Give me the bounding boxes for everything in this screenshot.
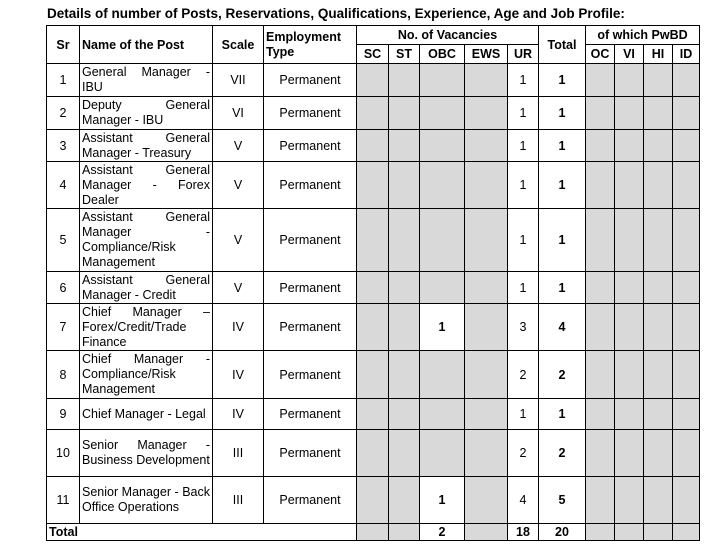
row-oc xyxy=(586,209,615,272)
row-scale: V xyxy=(213,162,264,209)
row-vi xyxy=(615,272,644,304)
row-post-name: Assistant General Manager - Forex Dealer xyxy=(80,162,213,209)
row-vi xyxy=(615,430,644,477)
row-oc xyxy=(586,97,615,130)
row-st xyxy=(389,304,420,351)
row-vi xyxy=(615,399,644,430)
row-ews xyxy=(465,64,508,97)
row-oc xyxy=(586,399,615,430)
row-total: 1 xyxy=(539,272,586,304)
row-ur: 3 xyxy=(508,304,539,351)
row-hi xyxy=(644,64,673,97)
row-hi xyxy=(644,399,673,430)
row-sc xyxy=(357,304,389,351)
row-obc: 1 xyxy=(420,477,465,524)
header-ur: UR xyxy=(508,45,539,64)
row-scale: III xyxy=(213,430,264,477)
row-st xyxy=(389,130,420,162)
row-sc xyxy=(357,64,389,97)
totals-ews xyxy=(465,524,508,541)
row-scale: III xyxy=(213,477,264,524)
row-ews xyxy=(465,272,508,304)
row-employment-type: Permanent xyxy=(264,304,357,351)
row-st xyxy=(389,351,420,399)
row-hi xyxy=(644,272,673,304)
row-sr: 10 xyxy=(47,430,80,477)
row-scale: V xyxy=(213,130,264,162)
header-scale: Scale xyxy=(213,26,264,64)
row-vi xyxy=(615,477,644,524)
row-ews xyxy=(465,162,508,209)
row-ews xyxy=(465,97,508,130)
row-oc xyxy=(586,130,615,162)
row-sr: 1 xyxy=(47,64,80,97)
row-st xyxy=(389,209,420,272)
table-row xyxy=(47,477,700,524)
row-employment-type: Permanent xyxy=(264,64,357,97)
row-hi xyxy=(644,209,673,272)
row-employment-type: Permanent xyxy=(264,162,357,209)
row-sc xyxy=(357,430,389,477)
row-sc xyxy=(357,272,389,304)
row-employment-type: Permanent xyxy=(264,351,357,399)
header-sr: Sr xyxy=(47,26,80,64)
row-ur: 1 xyxy=(508,64,539,97)
row-total: 2 xyxy=(539,351,586,399)
totals-total: 20 xyxy=(539,524,586,541)
row-hi xyxy=(644,162,673,209)
row-total: 1 xyxy=(539,162,586,209)
row-employment-type: Permanent xyxy=(264,477,357,524)
row-obc xyxy=(420,399,465,430)
row-post-name: Deputy General Manager - IBU xyxy=(80,97,213,130)
row-sc xyxy=(357,162,389,209)
row-oc xyxy=(586,477,615,524)
row-post-name: Assistant General Manager - Compliance/Risk Management xyxy=(80,209,213,272)
row-ews xyxy=(465,304,508,351)
table-row xyxy=(47,162,700,209)
row-employment-type: Permanent xyxy=(264,130,357,162)
table-row xyxy=(47,399,700,430)
row-obc xyxy=(420,209,465,272)
header-pwbd: of which PwBD xyxy=(586,26,700,45)
header-total: Total xyxy=(539,26,586,64)
row-sr: 6 xyxy=(47,272,80,304)
row-vi xyxy=(615,130,644,162)
row-ur: 2 xyxy=(508,430,539,477)
row-oc xyxy=(586,304,615,351)
row-st xyxy=(389,399,420,430)
row-ews xyxy=(465,351,508,399)
row-id xyxy=(673,130,700,162)
row-employment-type: Permanent xyxy=(264,399,357,430)
row-obc xyxy=(420,130,465,162)
totals-oc xyxy=(586,524,615,541)
row-id xyxy=(673,64,700,97)
row-hi xyxy=(644,304,673,351)
table-row xyxy=(47,351,700,399)
row-hi xyxy=(644,430,673,477)
row-ur: 1 xyxy=(508,209,539,272)
row-st xyxy=(389,272,420,304)
totals-row xyxy=(47,524,700,541)
header-obc: OBC xyxy=(420,45,465,64)
totals-hi xyxy=(644,524,673,541)
row-sc xyxy=(357,97,389,130)
row-ur: 2 xyxy=(508,351,539,399)
row-ur: 1 xyxy=(508,272,539,304)
totals-ur: 18 xyxy=(508,524,539,541)
row-sr: 3 xyxy=(47,130,80,162)
header-id: ID xyxy=(673,45,700,64)
row-hi xyxy=(644,130,673,162)
row-oc xyxy=(586,351,615,399)
row-ews xyxy=(465,430,508,477)
row-post-name: Senior Manager - Back Office Operations xyxy=(80,477,213,524)
header-name: Name of the Post xyxy=(80,26,213,64)
row-post-name: Chief Manager - Compliance/Risk Management xyxy=(80,351,213,399)
row-ur: 1 xyxy=(508,162,539,209)
row-vi xyxy=(615,64,644,97)
row-id xyxy=(673,399,700,430)
row-id xyxy=(673,272,700,304)
row-obc: 1 xyxy=(420,304,465,351)
row-ur: 1 xyxy=(508,130,539,162)
table-row xyxy=(47,97,700,130)
row-sc xyxy=(357,351,389,399)
row-employment-type: Permanent xyxy=(264,209,357,272)
row-sr: 7 xyxy=(47,304,80,351)
page-heading: Details of number of Posts, Reservations, Qualifications, Experience, Age and Job Profile: xyxy=(47,6,625,21)
row-oc xyxy=(586,272,615,304)
totals-sc xyxy=(357,524,389,541)
row-oc xyxy=(586,162,615,209)
row-employment-type: Permanent xyxy=(264,272,357,304)
row-ur: 1 xyxy=(508,97,539,130)
row-sr: 9 xyxy=(47,399,80,430)
row-st xyxy=(389,430,420,477)
row-obc xyxy=(420,64,465,97)
table-row xyxy=(47,304,700,351)
header-employment-type: Employment Type xyxy=(264,26,357,64)
row-sr: 8 xyxy=(47,351,80,399)
row-obc xyxy=(420,162,465,209)
row-ur: 4 xyxy=(508,477,539,524)
row-post-name: Assistant General Manager - Treasury xyxy=(80,130,213,162)
row-oc xyxy=(586,64,615,97)
row-vi xyxy=(615,304,644,351)
row-vi xyxy=(615,209,644,272)
row-st xyxy=(389,162,420,209)
row-ews xyxy=(465,477,508,524)
header-oc: OC xyxy=(586,45,615,64)
totals-st xyxy=(389,524,420,541)
header-hi: HI xyxy=(644,45,673,64)
table-row xyxy=(47,64,700,97)
row-post-name: Assistant General Manager - Credit xyxy=(80,272,213,304)
row-total: 5 xyxy=(539,477,586,524)
header-vi: VI xyxy=(615,45,644,64)
row-total: 1 xyxy=(539,97,586,130)
totals-label: Total xyxy=(47,524,357,541)
header-sc: SC xyxy=(357,45,389,64)
row-sr: 4 xyxy=(47,162,80,209)
row-obc xyxy=(420,272,465,304)
row-total: 1 xyxy=(539,64,586,97)
table-row xyxy=(47,130,700,162)
row-id xyxy=(673,162,700,209)
row-ews xyxy=(465,209,508,272)
row-post-name: Chief Manager - Legal xyxy=(80,399,213,430)
row-sc xyxy=(357,477,389,524)
header-st: ST xyxy=(389,45,420,64)
row-obc xyxy=(420,97,465,130)
row-vi xyxy=(615,351,644,399)
row-post-name: Senior Manager - Business Development xyxy=(80,430,213,477)
row-sc xyxy=(357,130,389,162)
row-hi xyxy=(644,477,673,524)
row-scale: VII xyxy=(213,64,264,97)
row-id xyxy=(673,351,700,399)
row-sc xyxy=(357,209,389,272)
row-sr: 5 xyxy=(47,209,80,272)
row-total: 1 xyxy=(539,130,586,162)
row-obc xyxy=(420,351,465,399)
row-ews xyxy=(465,130,508,162)
row-sr: 11 xyxy=(47,477,80,524)
posts-table xyxy=(46,25,700,541)
row-st xyxy=(389,64,420,97)
row-vi xyxy=(615,97,644,130)
row-scale: IV xyxy=(213,351,264,399)
row-employment-type: Permanent xyxy=(264,430,357,477)
row-sc xyxy=(357,399,389,430)
row-hi xyxy=(644,351,673,399)
header-vacancies: No. of Vacancies xyxy=(357,26,539,45)
row-scale: IV xyxy=(213,304,264,351)
row-vi xyxy=(615,162,644,209)
row-hi xyxy=(644,97,673,130)
totals-id xyxy=(673,524,700,541)
header-ews: EWS xyxy=(465,45,508,64)
row-scale: V xyxy=(213,209,264,272)
totals-vi xyxy=(615,524,644,541)
row-id xyxy=(673,430,700,477)
row-scale: VI xyxy=(213,97,264,130)
row-employment-type: Permanent xyxy=(264,97,357,130)
row-total: 1 xyxy=(539,209,586,272)
row-ur: 1 xyxy=(508,399,539,430)
row-total: 4 xyxy=(539,304,586,351)
row-total: 1 xyxy=(539,399,586,430)
row-ews xyxy=(465,399,508,430)
row-id xyxy=(673,209,700,272)
row-total: 2 xyxy=(539,430,586,477)
table-row xyxy=(47,209,700,272)
row-sr: 2 xyxy=(47,97,80,130)
row-st xyxy=(389,477,420,524)
row-id xyxy=(673,304,700,351)
row-oc xyxy=(586,430,615,477)
row-id xyxy=(673,477,700,524)
totals-obc: 2 xyxy=(420,524,465,541)
row-st xyxy=(389,97,420,130)
row-post-name: General Manager - IBU xyxy=(80,64,213,97)
row-post-name: Chief Manager – Forex/Credit/Trade Finance xyxy=(80,304,213,351)
table-row xyxy=(47,430,700,477)
row-scale: V xyxy=(213,272,264,304)
row-scale: IV xyxy=(213,399,264,430)
table-row xyxy=(47,272,700,304)
row-id xyxy=(673,97,700,130)
row-obc xyxy=(420,430,465,477)
